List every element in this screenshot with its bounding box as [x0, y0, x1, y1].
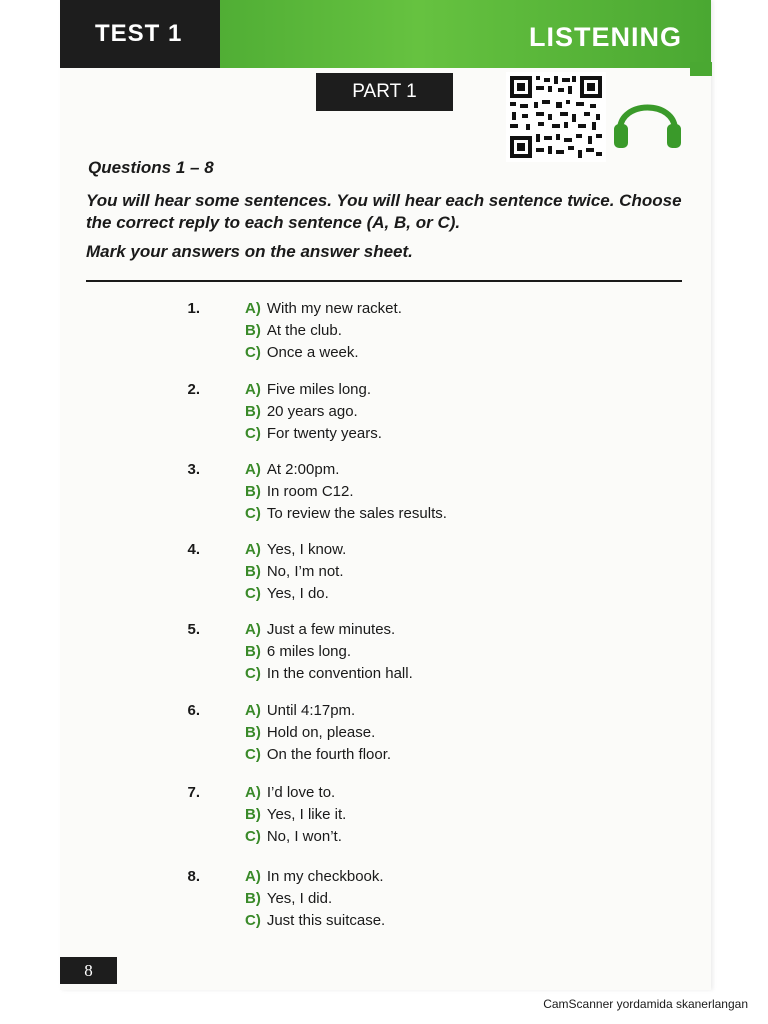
option-text: No, I won’t.: [266, 828, 342, 845]
question-item: [160, 702, 580, 772]
option-letter: A): [245, 702, 261, 719]
option-text: Yes, I like it.: [266, 806, 347, 823]
option-text: Five miles long.: [266, 381, 372, 398]
option-letter: C): [245, 425, 261, 442]
option-text: Just this suitcase.: [266, 912, 386, 929]
option-b: [245, 806, 346, 823]
option-letter: B): [245, 322, 261, 339]
option-text: I’d love to.: [266, 784, 336, 801]
questions-range: Questions 1 – 8: [88, 158, 214, 177]
option-letter: C): [245, 828, 261, 845]
option-text: No, I’m not.: [266, 563, 344, 580]
option-c: [245, 665, 413, 682]
option-letter: A): [245, 621, 261, 638]
option-text: To review the sales results.: [266, 505, 447, 522]
divider-line: [86, 280, 682, 282]
instructions-line-1: You will hear some sentences. You will hear each sentence twice. Choose: [86, 191, 682, 210]
option-letter: A): [245, 461, 261, 478]
option-text: At the club.: [266, 322, 342, 339]
question-item: [160, 300, 580, 370]
option-letter: C): [245, 912, 261, 929]
question-item: [160, 541, 580, 611]
option-text: For twenty years.: [266, 425, 382, 442]
option-letter: A): [245, 868, 261, 885]
instructions-line-3: Mark your answers on the answer sheet.: [86, 242, 413, 261]
option-letter: C): [245, 344, 261, 361]
option-c: [245, 828, 342, 845]
option-a: [245, 541, 346, 558]
question-number: 1.: [187, 300, 200, 317]
question-number: 3.: [187, 461, 200, 478]
option-letter: C): [245, 746, 261, 763]
page-number: 8: [60, 957, 117, 984]
option-text: With my new racket.: [266, 300, 402, 317]
option-letter: A): [245, 541, 261, 558]
option-letter: B): [245, 483, 261, 500]
question-number: 6.: [187, 702, 200, 719]
option-text: In my checkbook.: [266, 868, 384, 885]
option-letter: B): [245, 806, 261, 823]
question-item: [160, 381, 580, 451]
question-number: 4.: [187, 541, 200, 558]
option-text: In the convention hall.: [266, 665, 413, 682]
option-b: [245, 563, 344, 580]
test-label: TEST 1: [60, 0, 220, 68]
option-b: [245, 322, 342, 339]
banner-tail: [690, 62, 712, 76]
question-number: 8.: [187, 868, 200, 885]
option-text: Just a few minutes.: [266, 621, 396, 638]
option-b: [245, 403, 358, 420]
option-b: [245, 643, 351, 660]
option-letter: C): [245, 665, 261, 682]
question-number: 7.: [187, 784, 200, 801]
option-letter: C): [245, 505, 261, 522]
option-c: [245, 505, 447, 522]
option-c: [245, 344, 359, 361]
option-letter: B): [245, 403, 261, 420]
option-text: Once a week.: [266, 344, 359, 361]
question-item: [160, 784, 580, 854]
scanner-footer: CamScanner yordamida skanerlangan: [543, 997, 748, 1011]
option-letter: B): [245, 724, 261, 741]
option-text: On the fourth floor.: [266, 746, 392, 763]
headphones-icon: [610, 90, 685, 150]
option-b: [245, 890, 332, 907]
option-letter: B): [245, 563, 261, 580]
option-c: [245, 585, 329, 602]
option-letter: C): [245, 585, 261, 602]
option-c: [245, 912, 385, 929]
question-number: 5.: [187, 621, 200, 638]
option-text: Hold on, please.: [266, 724, 376, 741]
option-letter: A): [245, 300, 261, 317]
qr-code-icon: [506, 72, 606, 162]
option-text: Yes, I did.: [266, 890, 333, 907]
option-text: 6 miles long.: [266, 643, 352, 660]
option-a: [245, 621, 395, 638]
option-letter: A): [245, 381, 261, 398]
option-a: [245, 784, 335, 801]
option-a: [245, 702, 355, 719]
option-letter: B): [245, 643, 261, 660]
option-text: At 2:00pm.: [266, 461, 340, 478]
instructions-line-2: the correct reply to each sentence (A, B, or C).: [86, 213, 461, 232]
question-item: [160, 868, 580, 938]
option-text: Until 4:17pm.: [266, 702, 356, 719]
option-a: [245, 381, 371, 398]
option-b: [245, 724, 375, 741]
option-text: 20 years ago.: [266, 403, 358, 420]
option-b: [245, 483, 354, 500]
option-c: [245, 425, 382, 442]
option-a: [245, 868, 384, 885]
option-a: [245, 461, 339, 478]
option-letter: A): [245, 784, 261, 801]
option-text: In room C12.: [266, 483, 354, 500]
option-text: Yes, I know.: [266, 541, 347, 558]
option-a: [245, 300, 402, 317]
option-letter: B): [245, 890, 261, 907]
option-text: Yes, I do.: [266, 585, 329, 602]
question-number: 2.: [187, 381, 200, 398]
option-c: [245, 746, 391, 763]
section-label: LISTENING: [528, 22, 682, 52]
question-item: [160, 621, 580, 691]
question-item: [160, 461, 580, 531]
part-label: PART 1: [316, 73, 453, 111]
